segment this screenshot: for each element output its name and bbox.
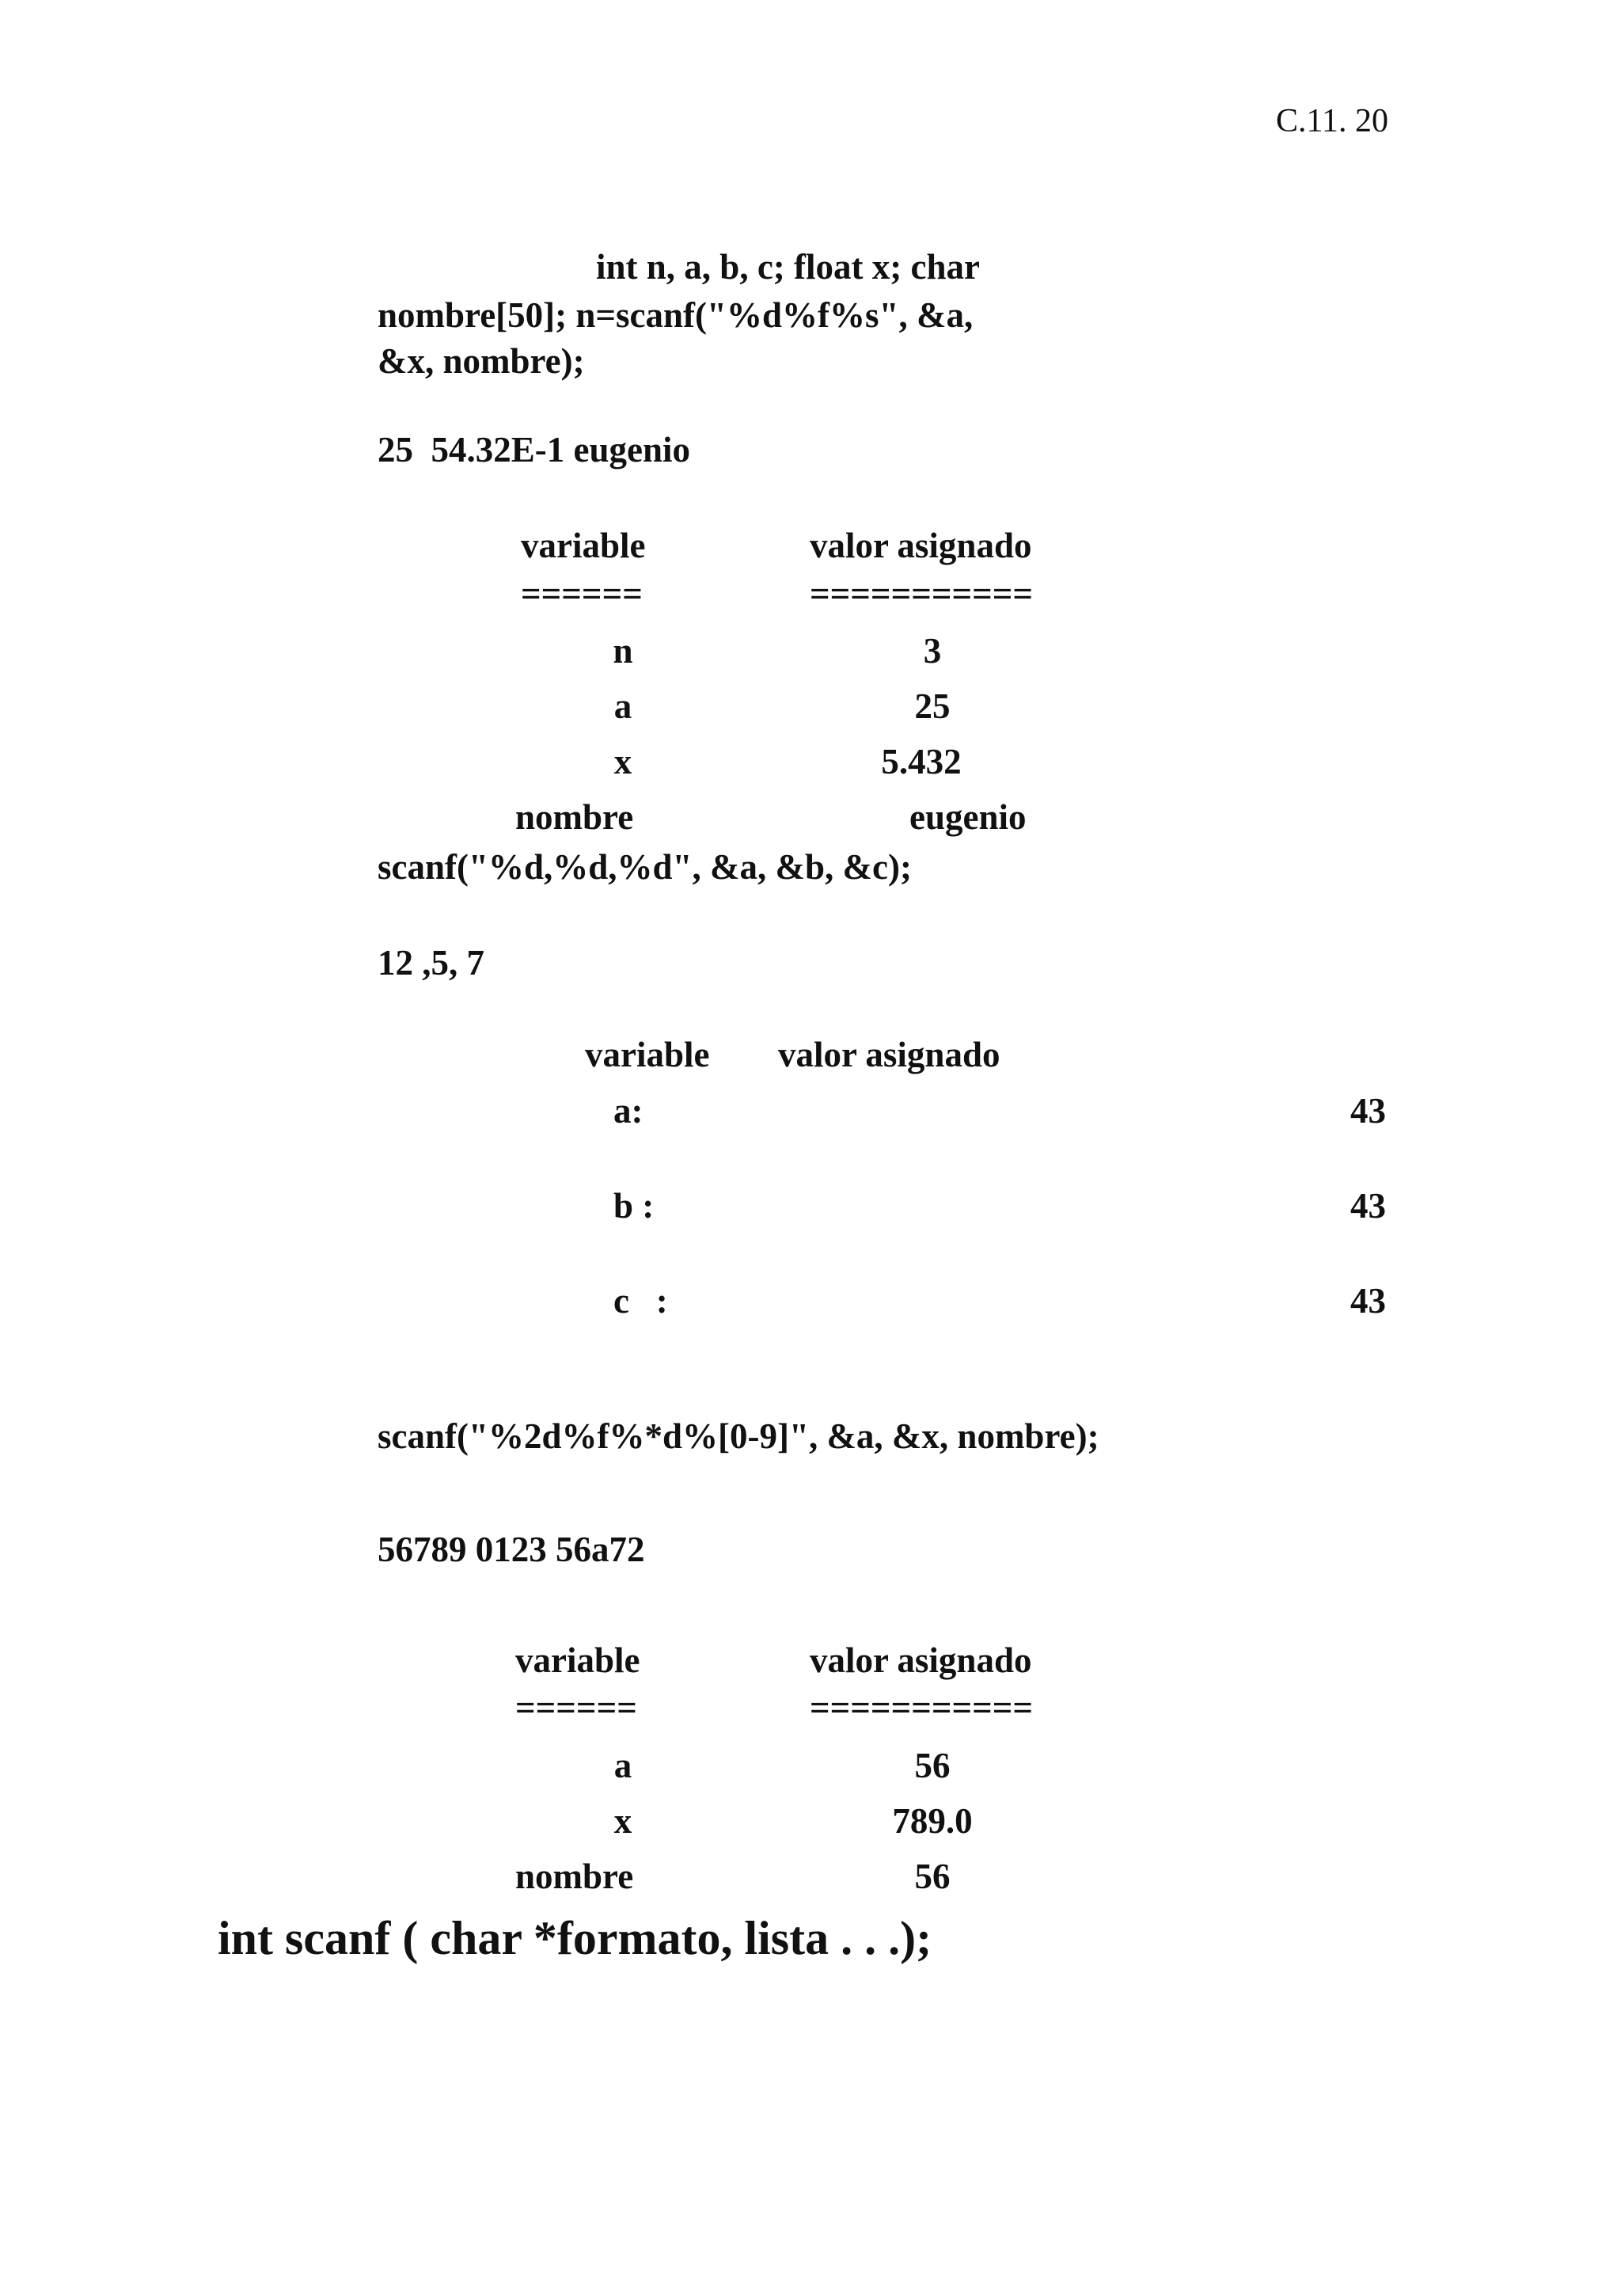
table-1-val-x: 5.432 xyxy=(881,742,962,781)
table-1-var-nombre: nombre xyxy=(515,797,634,837)
table-3-separator-valor: =========== xyxy=(810,1688,1034,1728)
table-3-var-nombre: nombre xyxy=(515,1857,634,1896)
table-1-header-variable: variable xyxy=(521,526,646,565)
table-3-var-x: x xyxy=(613,1801,632,1841)
table-2-var-b: b : xyxy=(613,1186,655,1226)
table-1-separator-variable: ====== xyxy=(521,574,643,614)
input-example-2: 12 ,5, 7 xyxy=(378,943,484,983)
table-1-var-a: a xyxy=(613,686,632,726)
table-1-header-valor: valor asignado xyxy=(810,526,1032,565)
table-2-val-a: 43 xyxy=(1350,1091,1386,1131)
code-line-3: &x, nombre); xyxy=(378,341,585,381)
table-1-val-n: 3 xyxy=(923,631,942,671)
table-1-var-n: n xyxy=(613,631,633,671)
table-3-val-x: 789.0 xyxy=(892,1801,973,1841)
code-line-2: nombre[50]; n=scanf("%d%f%s", &a, xyxy=(378,295,974,335)
table-2-header-valor: valor asignado xyxy=(778,1035,1000,1074)
table-1-val-a: 25 xyxy=(914,686,951,726)
code-line-scanf-3: scanf("%2d%f%*d%[0-9]", &a, &x, nombre); xyxy=(378,1416,1099,1456)
table-2-val-b: 43 xyxy=(1350,1186,1386,1226)
table-3-separator-variable: ====== xyxy=(515,1688,637,1728)
table-3-header-variable: variable xyxy=(515,1640,640,1680)
page-number: C.11. 20 xyxy=(1276,103,1388,139)
table-2-var-c: c : xyxy=(613,1281,668,1321)
input-example-3: 56789 0123 56a72 xyxy=(378,1530,645,1569)
table-3-header-valor: valor asignado xyxy=(810,1640,1032,1680)
table-3-val-nombre: 56 xyxy=(914,1857,951,1896)
table-2-header-variable: variable xyxy=(585,1035,710,1074)
table-3-var-a: a xyxy=(613,1746,632,1785)
table-1-val-nombre: eugenio xyxy=(909,797,1027,837)
code-line-1: int n, a, b, c; float x; char xyxy=(596,247,980,287)
table-3-val-a: 56 xyxy=(914,1746,951,1785)
table-2-var-a: a: xyxy=(613,1091,643,1131)
code-line-scanf-2: scanf("%d,%d,%d", &a, &b, &c); xyxy=(378,847,912,887)
table-1-separator-valor: =========== xyxy=(810,574,1034,614)
function-signature: int scanf ( char *formato, lista . . .); xyxy=(218,1912,932,1964)
table-2-val-c: 43 xyxy=(1350,1281,1386,1321)
input-example-1: 25 54.32E-1 eugenio xyxy=(378,430,691,469)
table-1-var-x: x xyxy=(613,742,632,781)
